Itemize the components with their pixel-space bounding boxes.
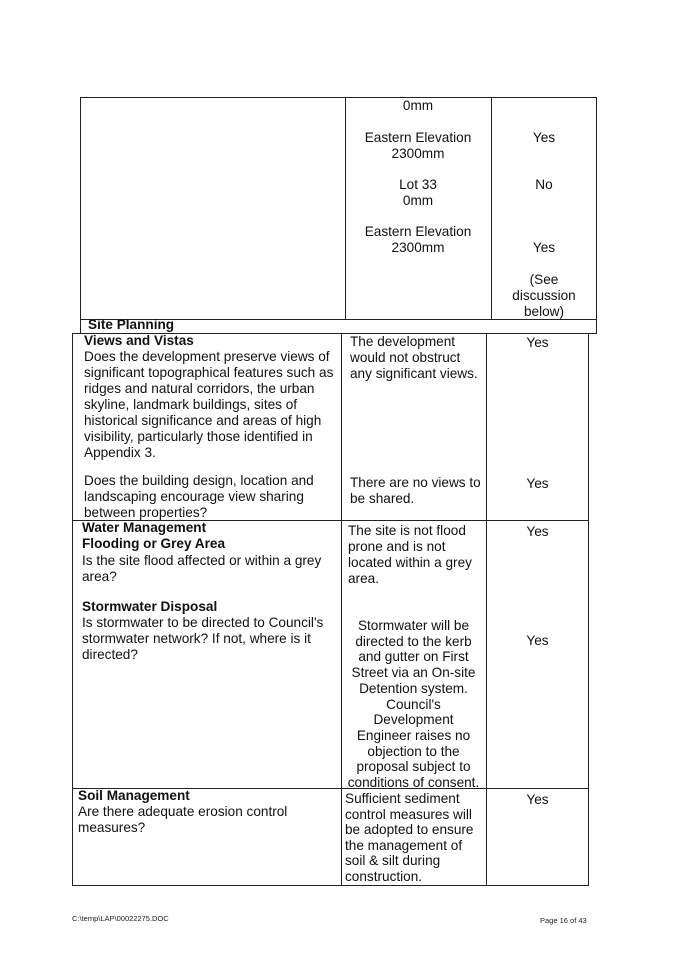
stormwater-question: Is stormwater to be directed to Council's stormwater network? If not, where is it directed? [82,615,324,662]
discussion-note: (See discussion below) [512,272,576,319]
flooding-result: Yes [526,524,549,539]
stormwater-subtitle: Stormwater Disposal [82,599,218,614]
measurement-0: 0mm [402,98,434,113]
stormwater-result: Yes [526,633,549,648]
views-result-2: Yes [526,476,549,491]
measurement-2: Lot 33 0mm [399,177,437,208]
views-answer-1: The development would not obstruct any significant views. [350,334,478,381]
flooding-question: Is the site flood affected or within a grey area? [82,553,322,584]
views-question-1: Does the development preserve views of significant topographical features such as ridges and natural corridors, the urban skyline, landmark buildings, sites of historical significance and areas of high visibility, particularly those identified in Appendix 3. [84,349,334,460]
soil-result: Yes [526,792,549,807]
views-result-1: Yes [526,335,549,350]
measurement-3-result: Yes [532,240,556,255]
views-question-2: Does the building design, location and landscaping encourage view sharing between properties? [84,473,314,520]
measurement-1: Eastern Elevation 2300mm [364,130,472,161]
footer-page-number: Page 16 of 43 [540,916,587,925]
site-planning-heading: Site Planning [88,317,175,332]
measurement-3: Eastern Elevation 2300mm [364,224,472,255]
views-answer-2: There are no views to be shared. [350,475,481,506]
views-title: Views and Vistas [84,333,194,348]
measurement-2-result: No [535,177,553,192]
measurement-1-result: Yes [532,130,556,145]
soil-title: Soil Management [78,788,190,803]
flooding-subtitle: Flooding or Grey Area [82,536,226,551]
footer-file-path: C:\temp\LAP\00022275.DOC [72,914,169,923]
flooding-answer: The site is not flood prone and is not located within a grey area. [348,523,472,586]
water-title: Water Management [82,520,207,535]
soil-answer: Sufficient sediment control measures will be adopted to ensure the management of soil & silt during construction. [345,791,474,884]
stormwater-answer: Stormwater will be directed to the kerb and gutter on First Street via an On-site Detention system. Council's Development Engineer raises no objection to the proposal subject to conditions of consent. [347,618,480,791]
col-divider [341,333,342,886]
soil-question: Are there adequate erosion control measures? [78,804,288,835]
